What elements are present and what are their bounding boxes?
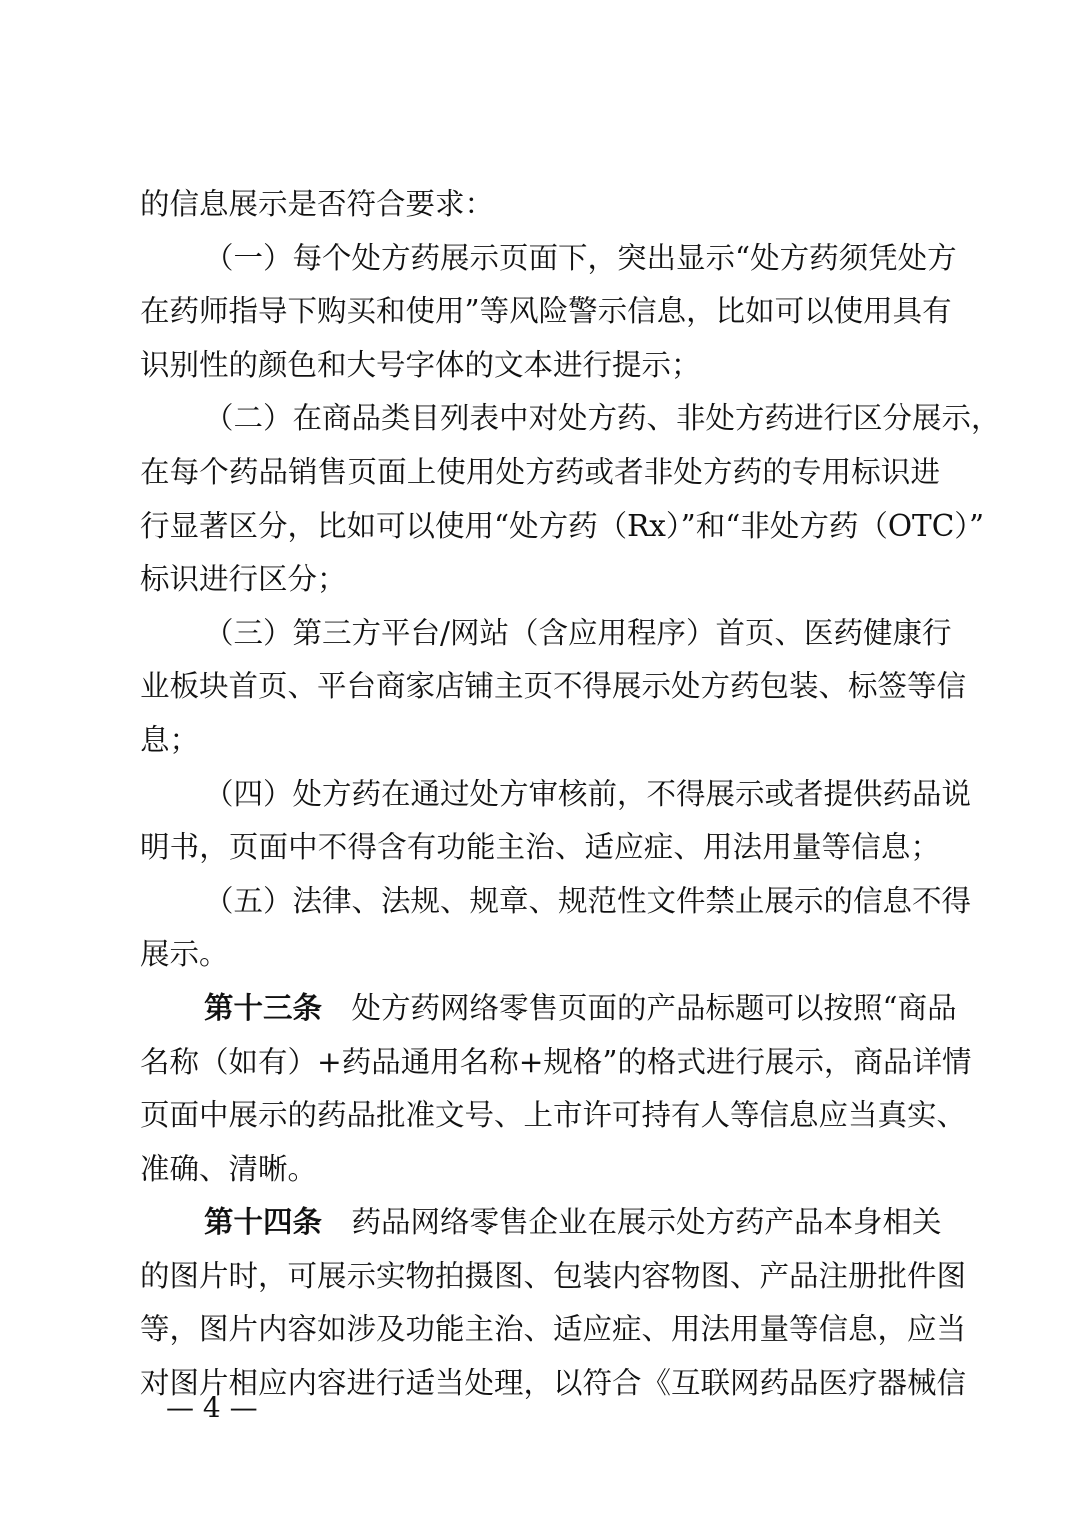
line-text: （四）处方药在通过处方审核前，不得展示或者提供药品说 <box>204 776 972 811</box>
line-text: （五）法律、法规、规章、规范性文件禁止展示的信息不得 <box>204 883 972 918</box>
text-line <box>140 1036 972 1090</box>
text-line <box>140 928 940 982</box>
line-text: 处方药网络零售页面的产品标题可以按照“商品 <box>322 990 957 1025</box>
line-text: 在每个药品销售页面上使用处方药或者非处方药的专用标识进 <box>140 454 940 489</box>
article-number: 第十四条 <box>204 1205 323 1240</box>
text-line <box>140 392 1001 446</box>
line-text: （三）第三方平台/网站（含应用程序）首页、医药健康行 <box>204 615 952 650</box>
document-body <box>140 178 1001 1411</box>
page-number: — 4 — <box>166 1391 258 1424</box>
text-line <box>140 660 967 714</box>
text-line <box>140 821 940 875</box>
line-text: 业板块首页、平台商家店铺主页不得展示处方药包装、标签等信 <box>140 669 967 704</box>
text-line <box>140 714 940 768</box>
line-text: 识别性的颜色和大号字体的文本进行提示； <box>140 347 701 382</box>
text-line <box>140 1089 967 1143</box>
line-text: 明书，页面中不得含有功能主治、适应症、用法用量等信息； <box>140 830 940 865</box>
text-line <box>140 768 972 822</box>
article-number: 第十三条 <box>204 990 323 1025</box>
text-line <box>140 1250 967 1304</box>
line-text: 标识进行区分； <box>140 562 347 597</box>
line-text: 药品网络零售企业在展示处方药产品本身相关 <box>322 1205 942 1240</box>
text-line <box>140 875 972 929</box>
text-line <box>140 285 952 339</box>
text-line <box>140 446 940 500</box>
text-line <box>140 1196 940 1250</box>
line-text: 页面中展示的药品批准文号、上市许可持有人等信息应当真实、 <box>140 1098 967 1133</box>
text-line <box>140 339 940 393</box>
line-text: 准确、清晰。 <box>140 1151 318 1186</box>
line-text: （一）每个处方药展示页面下，突出显示“处方药须凭处方 <box>204 240 957 275</box>
text-line <box>140 1143 940 1197</box>
line-text: （二）在商品类目列表中对处方药、非处方药进行区分展示， <box>204 401 1001 436</box>
text-line <box>140 553 940 607</box>
text-line <box>140 178 940 232</box>
text-line <box>140 1303 967 1357</box>
line-text: 展示。 <box>140 937 229 972</box>
line-text: 行显著区分，比如可以使用“处方药（Rx）”和“非处方药（OTC）” <box>140 508 985 543</box>
line-text: 息； <box>140 722 200 757</box>
line-text: 对图片相应内容进行适当处理，以符合《互联网药品医疗器械信 <box>140 1366 967 1401</box>
text-line <box>140 607 952 661</box>
text-line <box>140 982 957 1036</box>
text-line <box>140 500 985 554</box>
line-text: 的图片时，可展示实物拍摄图、包装内容物图、产品注册批件图 <box>140 1258 967 1293</box>
line-text: 名称（如有）+药品通用名称+规格”的格式进行展示，商品详情 <box>140 1044 972 1079</box>
text-line <box>140 1357 967 1411</box>
line-text: 等，图片内容如涉及功能主治、适应症、用法用量等信息，应当 <box>140 1312 967 1347</box>
line-text: 的信息展示是否符合要求： <box>140 187 495 221</box>
line-text: 在药师指导下购买和使用”等风险警示信息，比如可以使用具有 <box>140 294 952 329</box>
text-line <box>140 232 957 286</box>
